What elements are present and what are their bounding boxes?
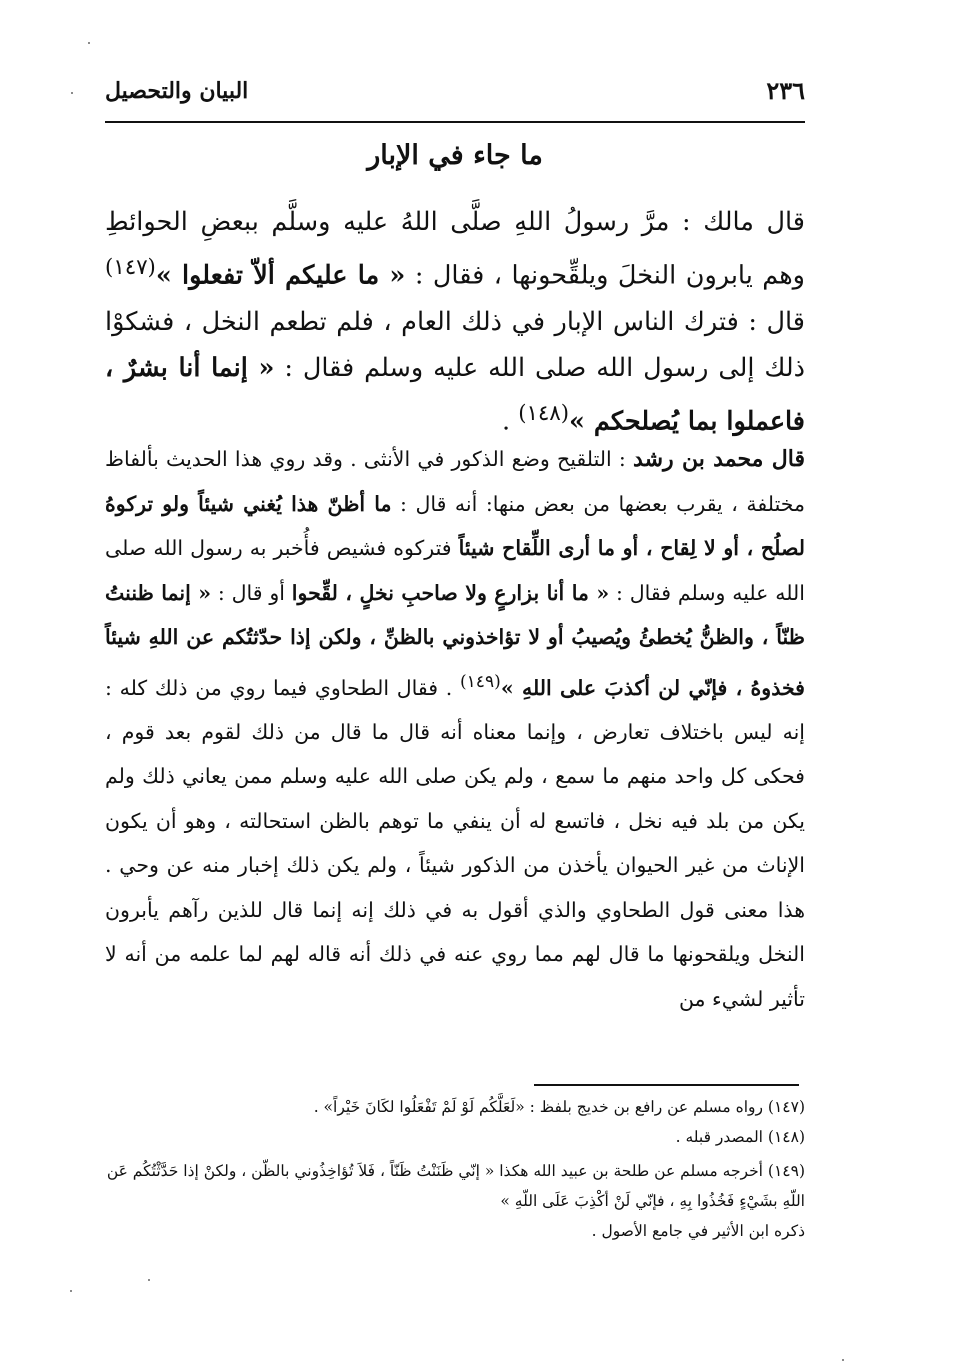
page-header [105,76,805,120]
scan-speck [70,1290,72,1292]
para2-segment-2: فتركوه فشيص فأُخبر به رسول الله صلى الله عليه وسلم فقال : [105,536,805,605]
footnotes [105,1092,805,1246]
para2-quote-2: « ما أنا بزارعٍ ولا صاحبِ نخلٍ ، لقِّحوا [291,580,610,605]
para2-segment-4: . فقال الطحاوي فيما روي من ذلك كله : إنه ليس باختلاف تعارض ، وإنما معناه أنه قال ما قال من ذلك لقوم بعد قوم ، فحكى كل واحد منهم ما سمع ، ولم يكن صلى الله عليه وسلم ممن يعاني ذلك ولم يكن من بلد فيه نخل ، فاتسع له أن ينفي ما توهم بالظن استحالته ، وهو أن يكون الإناث من غير الحيوان يأخذن من الذكور شيئاً ، ولم يكن ذلك إخبار منه عن وحي . هذا معنى قول الطحاوي والذي أقول به في ذلك إنه إنما قال للذين رآهم يأبرون النخل ويلقحونها ما قال لهم مما روي عنه في ذلك أنه قاله لهم لما علمه من أنه لا تأثير لشيء من [105,675,805,1011]
para2-quote-3: « إنما ظننتُ ظنّاً ، والظنُّ يُخطئُ ويُصيبُ أو لا تؤاخذوني بالظنِّ ، ولكن إذا حدّثتُكم عن اللهِ شيئاً فخذوهُ ، فإنّي لن أكذبَ على اللهِ » [105,580,805,700]
footnote-148: (١٤٨) المصدر قبله . [675,1128,805,1146]
header-divider [105,121,805,123]
scan-speck [71,92,73,94]
footnote-149: (١٤٩) أخرجه مسلم عن طلحة بن عبيد الله هكذا « إنّي ظَنَنْتُ ظَنّاً ، فَلاَ تُؤاخِذُوني بالظّن ، ولكنْ إذا حَدَّثْتُكُم عَن اللّهِ بشَيْءٍ فَخُذُوا بِهِ ، فإنّي لَنْ أكْذِبَ عَلَى اللّهِ » [106,1162,805,1210]
para1-intro: قال مالك : مرَّ رسولُ اللهِ صلَّى اللهُ عليه وسلَّم ببعضِ الحوائطِ وهم يابرون النخلَ ويلقِّحونها ، فقال : [105,207,805,291]
page-number: ٢٣٦ [766,76,805,105]
para2-segment-3: أو قال : [217,580,285,605]
footnote-149-source: ذكره ابن الأثير في جامع الأصول . [591,1222,805,1240]
scan-speck [88,42,90,44]
footnote-ref-149: (١٤٩) [459,671,501,692]
para1-quote-1: « ما عليكم ألاّ تفعلوا » [155,260,406,291]
footnote-divider [534,1084,799,1086]
scan-speck [842,1359,844,1361]
footnote-ref-148: (١٤٨) [518,400,570,426]
para1-middle: قال : فترك الناس الإبار في ذلك العام ، فلم تطعم النخل ، فشكوْا ذلك إلى رسول الله صلى الله عليه وسلم فقال : [105,306,805,383]
paragraph-malik [105,199,805,444]
para1-quote-2: « إنما أنا بشرٌ ، فاعملوا بما يُصلحكم » [105,352,805,436]
para2-quote-1: ما أظنّ هذا يُغني شيئاً ولو تركوهُ لصلُح ، أو لا لِقاح ، أو ما أرى اللِّقاح شيئاً [105,491,805,560]
footnote-ref-147: (١٤٧) [105,255,156,280]
para2-segment-1: : التلقيح وضع الذكور في الأنثى . وقد روي هذا الحديث بألفاظ مختلفة ، يقرب بعضها من بعض منها: أنه قال : [105,447,805,516]
running-title: البيان والتحصيل [105,78,249,104]
para1-end: . [501,406,511,436]
paragraph-ibn-rushd [105,437,805,1021]
para2-speaker: قال محمد بن رشد [633,446,805,472]
section-title: ما جاء في الإبار [367,140,543,171]
scan-speck [148,1279,150,1281]
footnote-147: (١٤٧) رواه مسلم عن رافع بن خديج بلفظ : «لَعَلَّكُم لَوْ لَمْ تَفْعَلُوا لكَانَ خَيْراً» . [313,1098,805,1116]
